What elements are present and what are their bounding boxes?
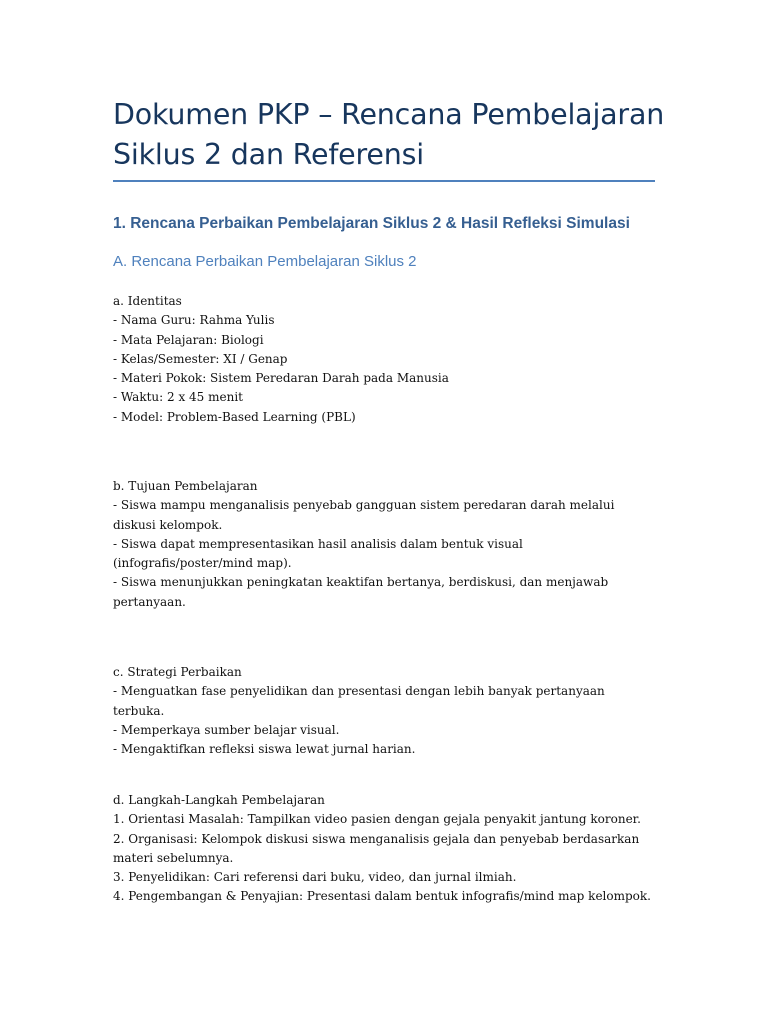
- identitas-line: - Materi Pokok: Sistem Peredaran Darah pada Manusia: [113, 371, 449, 386]
- section-heading-a: A. Rencana Perbaikan Pembelajaran Siklus 2: [113, 253, 417, 270]
- langkah-section: [113, 791, 658, 907]
- langkah-line: 4. Pengembangan & Penyajian: Presentasi dalam bentuk infografis/mind map kelompok.: [113, 889, 651, 904]
- tujuan-line: - Siswa dapat mempresentasikan hasil analisis dalam bentuk visual (infografis/poster/mind map).: [113, 536, 523, 571]
- identitas-line: - Nama Guru: Rahma Yulis: [113, 313, 275, 328]
- tujuan-line: - Siswa menunjukkan peningkatan keaktifan bertanya, berdiskusi, dan menjawab pertanyaan.: [113, 575, 609, 609]
- title-divider: [113, 180, 655, 182]
- langkah-line: 3. Penyelidikan: Cari referensi dari buku, video, dan jurnal ilmiah.: [113, 870, 517, 885]
- langkah-line: 1. Orientasi Masalah: Tampilkan video pasien dengan gejala penyakit jantung koroner.: [113, 812, 641, 827]
- tujuan-line: - Siswa mampu menganalisis penyebab gangguan sistem peredaran darah melalui diskusi kelompok.: [113, 498, 615, 532]
- identitas-line: - Waktu: 2 x 45 menit: [113, 390, 243, 405]
- langkah-label: d. Langkah-Langkah Pembelajaran: [113, 793, 325, 807]
- identitas-line: - Mata Pelajaran: Biologi: [113, 332, 264, 347]
- tujuan-section: [113, 477, 658, 612]
- strategi-line: - Memperkaya sumber belajar visual.: [113, 722, 340, 737]
- strategi-line: - Mengaktifkan refleksi siswa lewat jurnal harian.: [113, 742, 416, 757]
- identitas-line: - Model: Problem-Based Learning (PBL): [113, 409, 356, 424]
- strategi-section: [113, 663, 658, 759]
- langkah-line: 2. Organisasi: Kelompok diskusi siswa menganalisis gejala dan penyebab berdasarkan materi sebelumnya.: [113, 831, 640, 865]
- strategi-line: - Menguatkan fase penyelidikan dan presentasi dengan lebih banyak pertanyaan terbuka.: [113, 684, 605, 718]
- identitas-section: [113, 292, 658, 427]
- document-title: Dokumen PKP – Rencana Pembelajaran Siklus 2 dan Referensi: [113, 98, 665, 171]
- identitas-label: a. Identitas: [113, 294, 182, 308]
- identitas-line: - Kelas/Semester: XI / Genap: [113, 351, 288, 366]
- section-heading-1: 1. Rencana Perbaikan Pembelajaran Siklus 2 & Hasil Refleksi Simulasi: [113, 215, 630, 232]
- tujuan-label: b. Tujuan Pembelajaran: [113, 479, 258, 493]
- strategi-label: c. Strategi Perbaikan: [113, 665, 242, 679]
